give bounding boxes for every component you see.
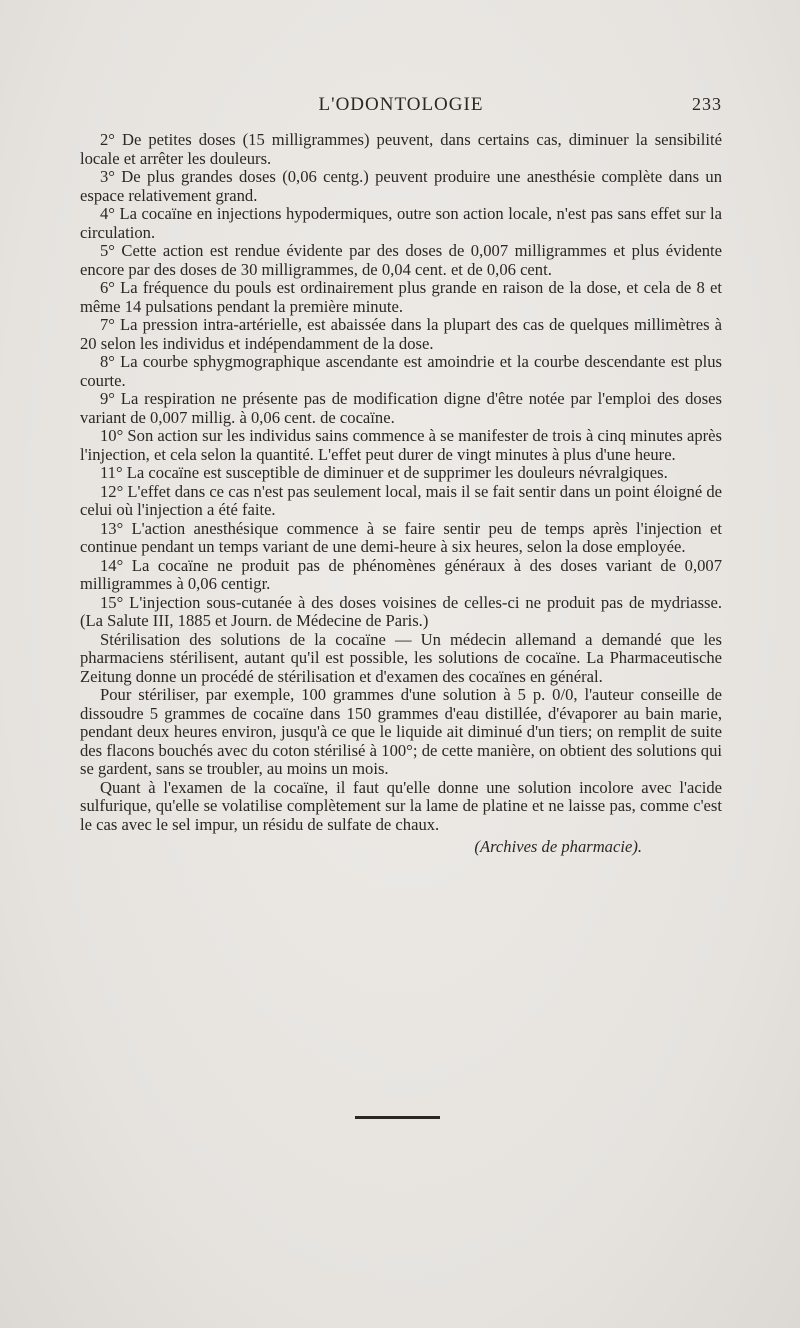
paragraph: 10° Son action sur les individus sains commence à se manifester de trois à cinq minutes après l'injection, et cela selon la quantité. L'effet peut durer de vingt minutes à plus d'une heure. [80, 426, 722, 464]
running-title: L'ODONTOLOGIE [318, 94, 484, 115]
paragraph: 7° La pression intra-artérielle, est abaissée dans la plupart des cas de quelques millimètres à 20 selon les individus et indépendamment de la dose. [80, 315, 722, 353]
paragraph: 8° La courbe sphygmographique ascendante est amoindrie et la courbe descendante est plus courte. [80, 352, 722, 390]
paragraph: 14° La cocaïne ne produit pas de phénomènes généraux à des doses variant de 0,007 milligrammes à 0,06 centigr. [80, 555, 722, 593]
page-body [80, 131, 722, 857]
source-citation: (Archives de pharmacie). [474, 837, 642, 856]
page-header [80, 94, 722, 120]
paragraph: 11° La cocaïne est susceptible de diminuer et de supprimer les douleurs névralgiques. [100, 463, 668, 482]
paragraph: 3° De plus grandes doses (0,06 centg.) peuvent produire une anesthésie complète dans un espace relativement grand. [80, 167, 722, 205]
page-number: 233 [692, 94, 722, 114]
paragraph: Quant à l'examen de la cocaïne, il faut qu'elle donne une solution incolore avec l'acide sulfurique, qu'elle se volatilise complètement sur la lame de platine et ne laisse pas, comme c'est le cas avec le sel impur, un résidu de sulfate de chaux. [80, 777, 722, 834]
paragraph: 9° La respiration ne présente pas de modification digne d'être notée par l'emploi des doses variant de 0,007 millig. à 0,06 cent. de cocaïne. [80, 389, 722, 427]
paragraph: 13° L'action anesthésique commence à se faire sentir peu de temps après l'injection et continue pendant un temps variant de une demi-heure à six heures, selon la dose employée. [80, 518, 722, 556]
section-divider [355, 1116, 440, 1119]
paragraph: 2° De petites doses (15 milligrammes) peuvent, dans certains cas, diminuer la sensibilité locale et arrêter les douleurs. [80, 130, 722, 168]
paragraph: 6° La fréquence du pouls est ordinairement plus grande en raison de la dose, et cela de 8 et même 14 pulsations pendant la première minute. [80, 278, 722, 316]
paragraph: Pour stériliser, par exemple, 100 grammes d'une solution à 5 p. 0/0, l'auteur conseille de dissoudre 5 grammes de cocaïne dans 150 grammes d'eau distillée, d'évaporer au bain marie, pendant deux heures environ, jusqu'à ce que le liquide ait diminué d'un tiers; on remplit de suite des flacons bouchés avec du coton stérilisé à 100°; de cette manière, on obtient des solutions qui se gardent, sans se troubler, au moins un mois. [80, 685, 722, 778]
paragraph: Stérilisation des solutions de la cocaïne — Un médecin allemand a demandé que les pharmaciens stérilisent, autant qu'il est possible, les solutions de cocaïne. La Pharmaceutische Zeitung donne un procédé de stérilisation et d'examen des cocaïnes en général. [80, 629, 722, 686]
paragraph: 15° L'injection sous-cutanée à des doses voisines de celles-ci ne produit pas de mydriasse. (La Salute III, 1885 et Journ. de Médecine de Paris.) [80, 592, 722, 630]
paragraph: 5° Cette action est rendue évidente par des doses de 0,007 milligrammes et plus évidente encore par des doses de 30 milligrammes, de 0,04 cent. et de 0,06 cent. [80, 241, 722, 279]
paragraph: 12° L'effet dans ce cas n'est pas seulement local, mais il se fait sentir dans un point éloigné de celui où l'injection a été faite. [80, 481, 722, 519]
paragraph: 4° La cocaïne en injections hypodermiques, outre son action locale, n'est pas sans effet sur la circulation. [80, 204, 722, 242]
